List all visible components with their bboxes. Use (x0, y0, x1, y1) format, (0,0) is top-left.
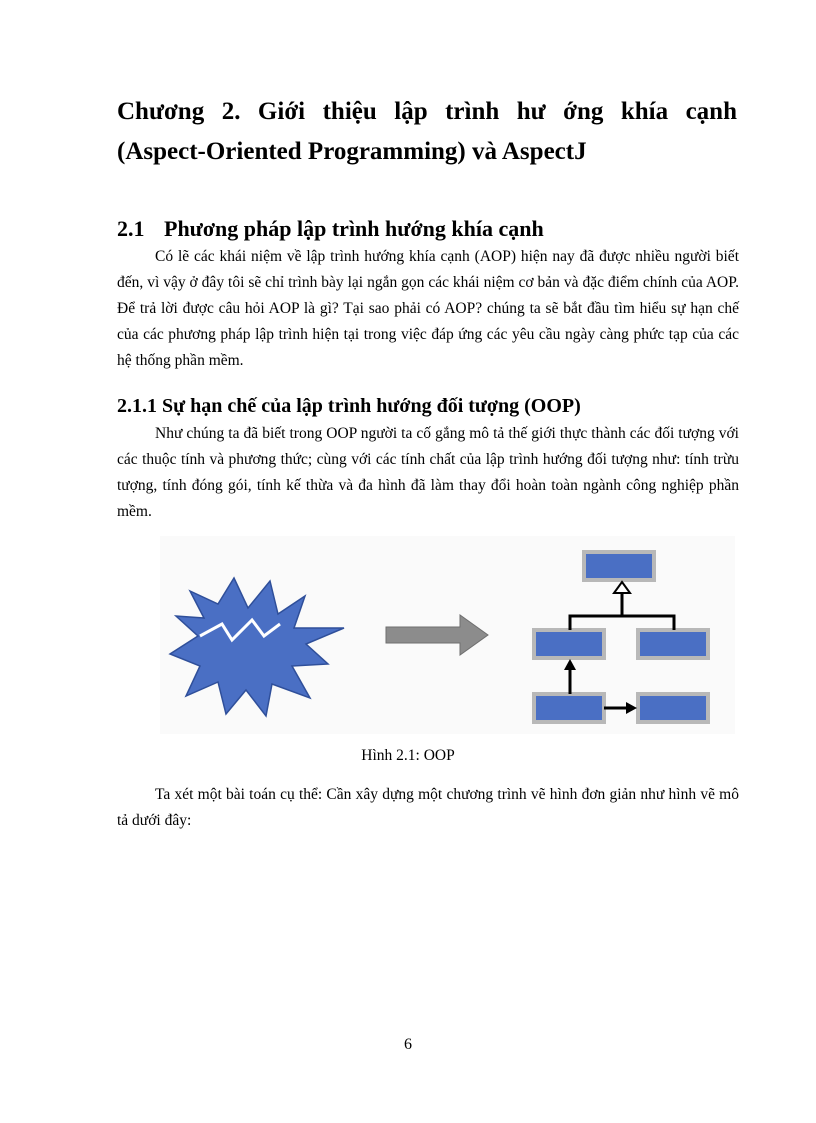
transform-arrow (386, 615, 488, 655)
class-box-bottom-left (534, 694, 604, 722)
chapter-title-line-2: (Aspect-Oriented Programming) và AspectJ (117, 138, 587, 165)
section-number: 2.1 (117, 216, 145, 241)
chaos-starburst-shape (170, 578, 344, 716)
oop-diagram (160, 536, 735, 734)
inheritance-arrowhead-icon (614, 582, 630, 593)
closing-paragraph: Ta xét một bài toán cụ thể: Cần xây dựng một chương trình vẽ hình đơn giản như hình vẽ mô tả dưới đây: (117, 786, 739, 829)
class-box-middle-right (638, 630, 708, 658)
section-heading (117, 214, 544, 244)
section-title: Phương pháp lập trình hướng khía cạnh (164, 216, 544, 241)
oop-figure (160, 536, 735, 734)
class-box-top (584, 552, 654, 580)
section-paragraph: Có lẽ các khái niệm về lập trình hướng khía cạnh (AOP) hiện nay đã được nhiều người biết đến, vì vậy ở đây tôi sẽ chỉ trình bày lại ngắn gọn các khái niệm cơ bản và đặc điểm chính của AOP. Để trả lời được câu hỏi AOP là gì? Tại sao phải có AOP? chúng ta sẽ bắt đầu tìm hiểu sự hạn chế của các phương pháp lập trình hiện tại trong việc đáp ứng các yêu cầu ngày càng phức tạp của các hệ thống phần mềm. (117, 248, 739, 369)
subsection-heading: 2.1.1 Sự hạn chế của lập trình hướng đối tượng (OOP) (117, 395, 581, 417)
inheritance-connector (570, 616, 674, 630)
class-box-middle-left (534, 630, 604, 658)
chapter-title-line-1: Chương 2. Giới thiệu lập trình hư ớng khía cạnh (117, 98, 737, 125)
association-right-arrowhead-icon (626, 702, 637, 714)
page-number: 6 (404, 1036, 412, 1053)
association-up-arrowhead-icon (564, 659, 576, 670)
chapter-title (117, 92, 737, 172)
subsection-paragraph: Như chúng ta đã biết trong OOP người ta cố gắng mô tả thế giới thực thành các đối tượng với các thuộc tính và phương thức; cùng với các tính chất của lập trình hướng đối tượng như: tính trừu tượng, tính đóng gói, tính kế thừa và đa hình đã làm thay đổi hoàn toàn ngành công nghiệp phần mềm. (117, 425, 739, 520)
figure-caption: Hình 2.1: OOP (361, 747, 455, 764)
class-box-bottom-right (638, 694, 708, 722)
